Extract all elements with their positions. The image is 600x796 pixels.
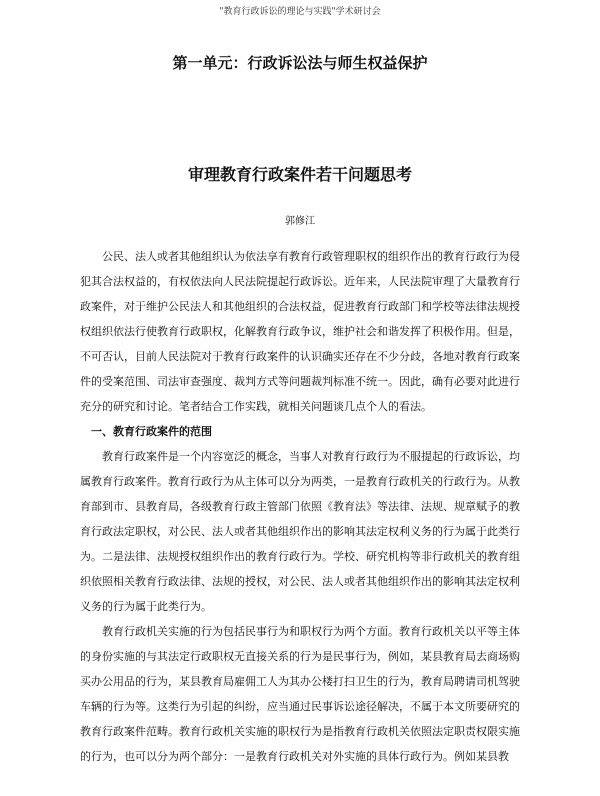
section-heading: 一、教育行政案件的范围 — [91, 425, 212, 438]
article-body — [80, 244, 520, 769]
running-header: "教育行政诉讼的理论与实践"学术研讨会 — [219, 7, 381, 17]
author-name: 郭修江 — [285, 216, 315, 227]
intro-paragraph: 公民、法人或者其他组织认为依法享有教育行政管理职权的组织作出的教育行政行为侵犯其合法权益的，有权依法向人民法院提起行政诉讼。近年来，人民法院审理了大量教育行政案件，对于维护公民法人和其他组织的合法权益，促进教育行政部门和学校等法律法规授权组织依法行使教育行政职权，化解教育行政争议，维护社会和谐发挥了积极作用。但是，不可否认，目前人民法院对于教育行政案件的认识确实还存在不少分歧，各地对教育行政案件的受案范围、司法审查强度、裁判方式等问题裁判标准不统一。因此，确有必要对此进行充分的研究和讨论。笔者结合工作实践，就相关问题谈几点个人的看法。 — [80, 250, 520, 413]
article-title: 审理教育行政案件若干问题思考 — [187, 165, 412, 184]
unit-title: 第一单元：行政诉讼法与师生权益保护 — [172, 54, 428, 72]
body-paragraph: 教育行政案件是一个内容宽泛的概念，当事人对教育行政行为不服提起的行政诉讼，均属教育行政案件。教育行政行为从主体可以分为两类，一是教育行政机关的行政行为。从教育部到市、县教育局，各级教育行政主管部门依照《教育法》等法律、法规、规章赋予的教育行政法定职权，对公民、法人或者其他组织作出的影响其法定权利义务的行为属于此类行为。二是法律、法规授权组织作出的教育行政行为。学校、研究机构等非行政机关的教育组织依照相关教育行政法律、法规的授权，对公民、法人或者其他组织作出的影响其法定权利义务的行为属于此类行为。 — [80, 450, 520, 613]
body-paragraph: 教育行政机关实施的行为包括民事行为和职权行为两个方面。教育行政机关以平等主体的身份实施的与其法定行政职权无直接关系的行为是民事行为，例如，某县教育局去商场购买办公用品的行为，某县教育局雇佣工人为其办公楼打扫卫生的行为，教育局聘请司机驾驶车辆的行为等。这类行为引起的纠纷，应当通过民事诉讼途径解决，不属于本文所要研究的教育行政案件范畴。教育行政机关实施的职权行为是指教育行政机关依照法定职责权限实施的行为，也可以分为两个部分：一是教育行政机关对外实施的具体行政行为。例如某县教 — [80, 625, 520, 763]
